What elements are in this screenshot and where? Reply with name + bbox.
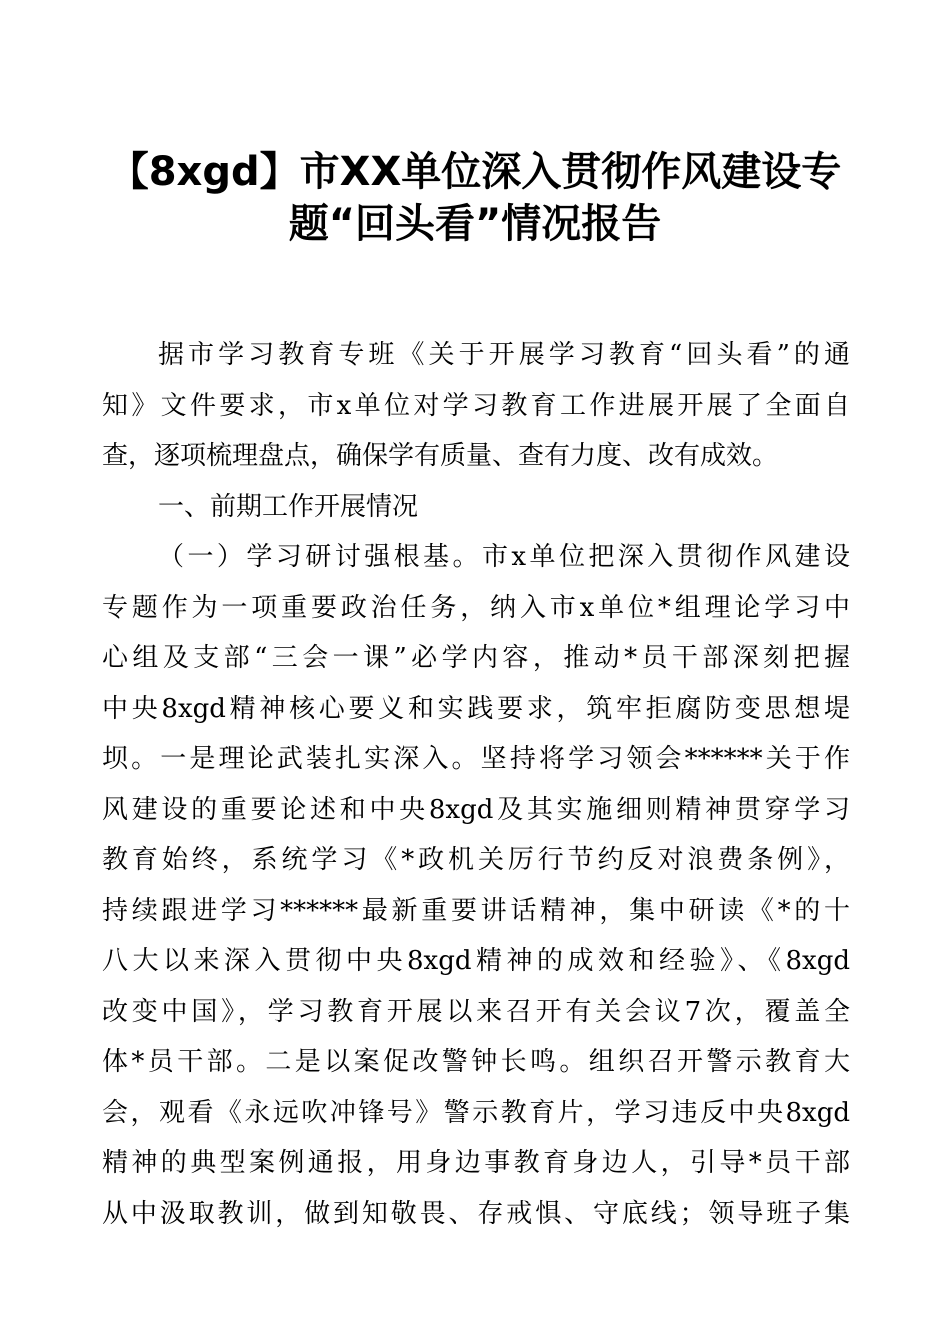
title-line-1: 【8xgd】市XX单位深入贯彻作风建设专 bbox=[108, 149, 842, 195]
body-line: 风建设的重要论述和中央8xgd及其实施细则精神贯穿学习 bbox=[102, 794, 850, 825]
body-line: 持续跟进学习******最新重要讲话精神，集中研读《*的十 bbox=[102, 895, 850, 926]
body-line: 知》文件要求，市x单位对学习教育工作进展开展了全面自 bbox=[102, 390, 850, 421]
section-heading: 一、前期工作开展情况 bbox=[158, 491, 419, 522]
body-line: 据市学习教育专班《关于开展学习教育“回头看”的通 bbox=[158, 340, 850, 370]
body-line: （一）学习研讨强根基。市x单位把深入贯彻作风建设 bbox=[158, 542, 850, 572]
document-title bbox=[100, 146, 850, 250]
body-line: 心组及支部“三会一课”必学内容，推动*员干部深刻把握 bbox=[102, 643, 850, 673]
body-line: 查，逐项梳理盘点，确保学有质量、查有力度、改有成效。 bbox=[102, 441, 779, 471]
body-line: 教育始终，系统学习《*政机关厉行节约反对浪费条例》， bbox=[102, 845, 850, 875]
body-line: 会，观看《永远吹冲锋号》警示教育片，学习违反中央8xgd bbox=[102, 1097, 850, 1128]
body-line: 专题作为一项重要政治任务，纳入市x单位*组理论学习中 bbox=[102, 592, 850, 623]
body-line: 改变中国》，学习教育开展以来召开有关会议7次，覆盖全 bbox=[102, 996, 850, 1027]
body-line: 八大以来深入贯彻中央8xgd精神的成效和经验》、《8xgd bbox=[102, 946, 850, 976]
body-line: 体*员干部。二是以案促改警钟长鸣。组织召开警示教育大 bbox=[102, 1047, 850, 1077]
body-line: 精神的典型案例通报，用身边事教育身边人，引导*员干部 bbox=[102, 1148, 850, 1178]
title-line-2: 题“回头看”情况报告 bbox=[288, 201, 662, 247]
body-line: 从中汲取教训，做到知敬畏、存戒惧、守底线；领导班子集 bbox=[102, 1198, 850, 1229]
body-line: 坝。一是理论武装扎实深入。坚持将学习领会******关于作 bbox=[102, 744, 850, 774]
body-line: 中央8xgd精神核心要义和实践要求，筑牢拒腐防变思想堤 bbox=[102, 693, 850, 724]
document-body bbox=[102, 330, 850, 1239]
